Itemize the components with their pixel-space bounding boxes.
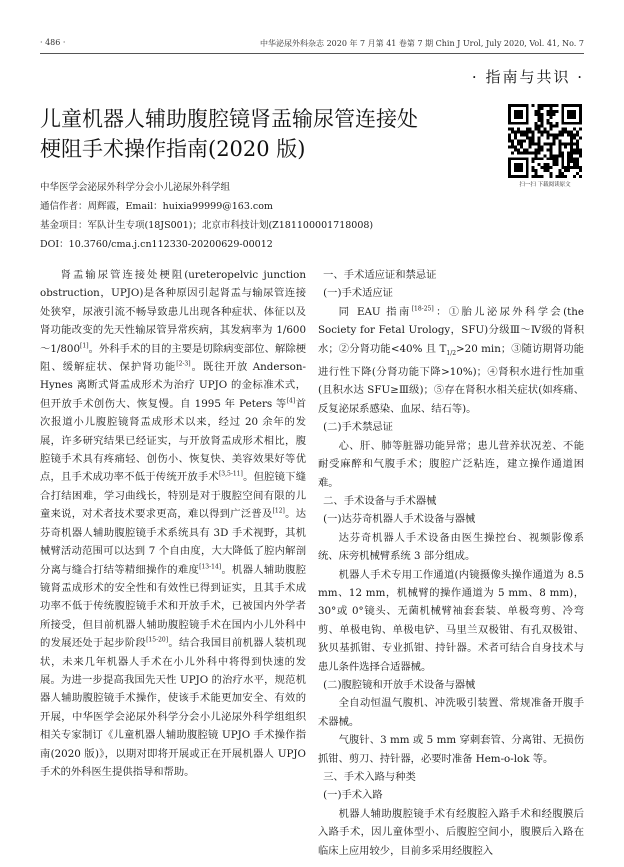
subheading-laparoscopic: (二)腹腔镜和开放手术设备与器械: [323, 678, 476, 691]
qr-caption: 扫一扫 下载阅读原文: [519, 182, 571, 188]
subheading-davinci: (一)达芬奇机器人手术设备与器械: [323, 513, 476, 526]
subscript: 1/2: [446, 349, 457, 357]
citation-ref[interactable]: [1]: [80, 342, 89, 350]
page-number: · 486 ·: [40, 38, 66, 47]
title-line-1: 儿童机器人辅助腹腔镜肾盂输尿管连接处: [40, 107, 418, 131]
author-organization: 中华医学会泌尿外科学分会小儿泌尿外科学组: [40, 182, 231, 193]
subheading-contraindications: (二)手术禁忌证: [323, 421, 393, 434]
paragraph-approach: 机器人辅助腹腔镜手术有经腹腔入路手术和经腹膜后入路手术，因儿童体型小、后腹腔空间小，腹膜后入路在临床上应用较少，目前多采用经腹腔入: [318, 807, 584, 857]
citation-ref[interactable]: [13-14]: [199, 563, 222, 571]
subheading-approach: (一)手术入路: [323, 789, 383, 802]
citation-ref[interactable]: [18-25]: [411, 305, 434, 313]
citation-ref[interactable]: [2-3]: [176, 360, 191, 368]
title-line-2: 梗阻手术操作指南(2020 版): [40, 137, 306, 161]
paragraph-contraindications: 心、肝、肺等脏器功能异常；患儿营养状况差、不能耐受麻醉和气腹手术；腹腔广泛粘连，建立操作通道困难。: [318, 439, 584, 489]
citation-ref[interactable]: [12]: [272, 507, 285, 515]
qr-block: [506, 104, 584, 188]
heading-indications-contraindications: 一、手术适应证和禁忌证: [323, 269, 437, 281]
paragraph-davinci: 达芬奇机器人手术设备由医生操控台、视频影像系统、床旁机械臂系统 3 部分组成。: [318, 531, 584, 563]
subheading-indications: (一)手术适应证: [323, 287, 393, 300]
body-right-column: [318, 266, 584, 860]
heading-equipment: 二、手术设备与手术器械: [323, 494, 437, 507]
paragraph-channels: 机器人手术专用工作通道(内镜摄像头操作通道为 8.5 mm、12 mm，机械臂的操作通道为 5 mm、8 mm)，30°或 0°镜头、无菌机械臂袖套套装、单极弯剪、冷弯剪、单极电钩、单极电铲、马里兰双极钳、有孔双极钳、狄贝基抓钳、专业抓钳、持针器。术者可结合自身技术与患儿条件选择合适器械。: [318, 568, 584, 673]
doi: DOI：10.3760/cma.j.cn112330-20200629-00012: [40, 239, 273, 250]
running-header: [40, 38, 584, 52]
article-title: [40, 104, 500, 164]
article-meta: [40, 178, 584, 254]
journal-citation: 中华泌尿外科杂志 2020 年 7 月第 41 卷第 7 期 Chin J Urol, July 2020, Vol. 41, No. 7: [260, 39, 584, 48]
citation-ref[interactable]: [4]: [286, 397, 296, 405]
paragraph-laparoscopic: 全自动恒温气腹机、冲洗吸引装置、常规准备开腹手术器械。: [318, 697, 584, 728]
body-left-column: [40, 266, 306, 781]
section-tag: · 指南与共识 ·: [471, 68, 584, 86]
citation-ref[interactable]: [3,5-11]: [218, 471, 243, 479]
heading-approach: 三、手术入路与种类: [323, 771, 416, 784]
header-rule: [40, 53, 584, 54]
citation-ref[interactable]: [15-20]: [146, 636, 169, 644]
paragraph-indications: 同 EAU 指南[18-25]：①胎儿泌尿外科学会(the Society for Fetal Urology，SFU)分级Ⅲ～Ⅳ级的肾积水；②分肾功能<40% 且 $T_{1/2}>20$ min；③随访期肾功能进行性下降(分肾功能下降>10%)；④肾积水进行性加重(且积水达 SFU≥Ⅲ级)；⑤存在肾积水相关症状(如疼痛、反复泌尿系感染、血尿、结石等)。: [318, 305, 584, 415]
paragraph-needle: 气腹针、3 mm 或 5 mm 穿刺套管、分离钳、无损伤抓钳、剪刀、持针器，必要时准备 Hem-o-lok 等。: [318, 734, 584, 765]
corresponding-author: 通信作者：周辉霞，Email：huixia99999@163.com: [40, 201, 273, 212]
funding: 基金项目：军队计生专项(18JS001)；北京市科技计划(Z181100001718008): [40, 220, 374, 231]
intro-paragraph: 肾盂输尿管连接处梗阻(ureteropelvic junction obstruction，UPJO)是各种原因引起肾盂与输尿管连接处狭窄，尿液引流不畅导致患儿出现各种症状、体征以及肾功能改变的先天性输尿管异常疾病，其发病率为 1/600～1/800[1]。外科手术的目的主要是切除病变部位、解除梗阻、缓解症状、保护肾功能[2-3]。既往开放 Anderson-Hynes 离断式肾盂成形术为治疗 UPJO 的金标准术式，但开放手术创伤大、恢复慢。自 1995 年 Peters 等[4]首次报道小儿腹腔镜肾盂成形术以来，经过 20 余年的发展，许多研究结果已经证实，与开放肾盂成形术相比，腹腔镜手术具有疼痛轻、创伤小、恢复快、美容效果好等优点，且手术成功率不低于传统开放手术[3,5-11]。但腔镜下缝合打结困难，学习曲线长，特别是对于腹腔空间有限的儿童来说，对术者技术要求更高，难以得到广泛普及[12]。达芬奇机器人辅助腹腔镜手术系统具有 3D 手术视野，其机械臂活动范围可以达到 7 个自由度，大大降低了腔内解剖分离与缝合打结等精细操作的难度[13-14]。机器人辅助腹腔镜肾盂成形术的安全性和有效性已得到证实，且其手术成功率不低于传统腹腔镜手术和开放手术，已被国内外学者所接受，但目前机器人辅助腹腔镜手术在国内小儿外科中的发展还处于起步阶段[15-20]。结合我国目前机器人装机现状，未来几年机器人手术在小儿外科中将得到快速的发展。为进一步提高我国先天性 UPJO 的治疗水平，规范机器人辅助腹腔镜手术操作，使该手术能更加安全、有效的开展，中华医学会泌尿外科学分会小儿泌尿外科学组组织相关专家制订《儿童机器人辅助腹腔镜 UPJO 手术操作指南(2020 版)》，以期对即将开展或正在开展机器人 UPJO 手术的外科医生提供指导和帮助。: [40, 269, 307, 778]
qr-code-icon[interactable]: [508, 104, 582, 178]
